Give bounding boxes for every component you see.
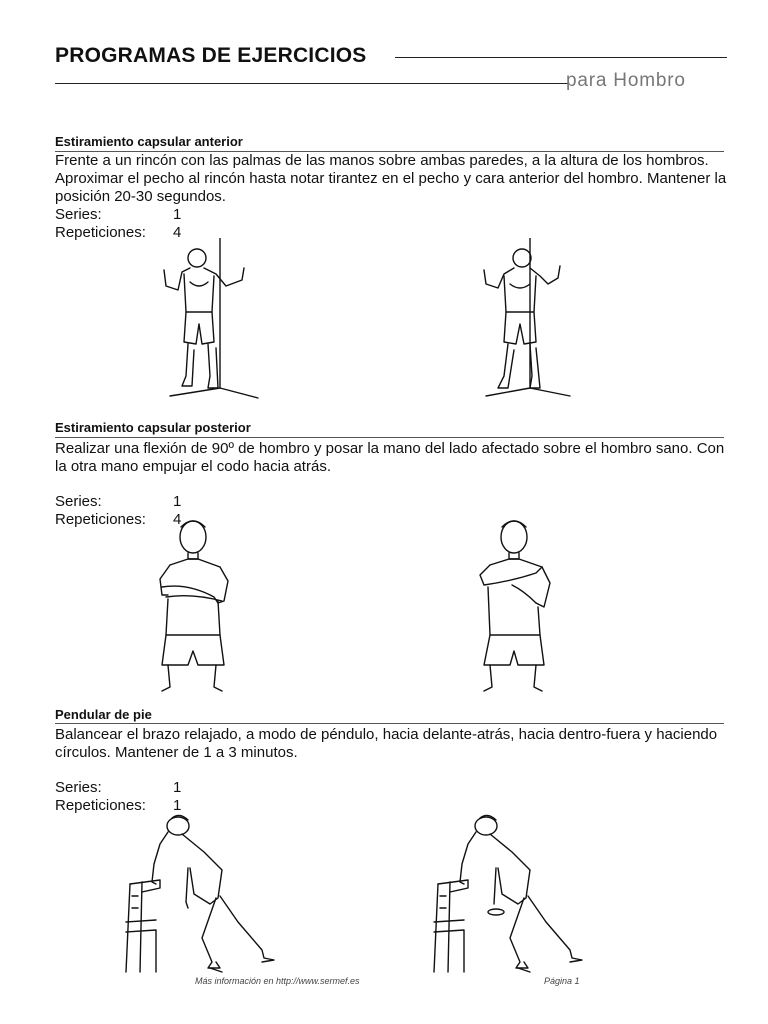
page-subtitle: para Hombro: [566, 70, 686, 91]
reps-value: 4: [173, 224, 182, 241]
series-label: Series:: [55, 493, 102, 510]
header-rule-top: [395, 57, 727, 58]
series-value: 1: [173, 493, 182, 510]
reps-value: 4: [173, 511, 182, 528]
reps-label: Repeticiones:: [55, 511, 146, 528]
illustration-pendulum-with-chair: [112, 812, 282, 977]
section-title-pendular: Pendular de pie: [55, 707, 152, 722]
series-row: [55, 493, 181, 511]
section-rule: [55, 723, 724, 724]
series-value: 1: [173, 779, 182, 796]
illustration-corner-stretch-lean: [478, 238, 578, 403]
section-rule: [55, 437, 724, 438]
illustration-cross-body-stretch-push: [472, 515, 562, 695]
series-value: 1: [173, 206, 182, 223]
series-row: [55, 779, 181, 797]
series-label: Series:: [55, 779, 102, 796]
reps-label: Repeticiones:: [55, 224, 146, 241]
section-description-pendular: Balancear el brazo relajado, a modo de péndulo, hacia delante-atrás, hacia dentro-fuera y haciendo círculos. Mantener de 1 a 3 minutos.: [55, 726, 718, 761]
section-description-anterior: Frente a un rincón con las palmas de las manos sobre ambas paredes, a la altura de los hombros. Aproximar el pecho al rincón hasta notar tirantez en el pecho y cara anterior del hombro. Mantener la posición 20-30 segundos.: [55, 152, 727, 205]
series-label: Series:: [55, 206, 102, 223]
page-number: Página 1: [544, 976, 580, 986]
illustration-pendulum-circles: [420, 812, 590, 977]
reps-value: 1: [173, 797, 182, 814]
footer-info: Más información en http://www.sermef.es: [195, 976, 360, 986]
page-title: PROGRAMAS DE EJERCICIOS: [55, 44, 367, 67]
header-rule-bottom: [55, 83, 568, 84]
section-description-posterior: Realizar una flexión de 90º de hombro y posar la mano del lado afectado sobre el hombro sano. Con la otra mano empujar el codo hacia atrás.: [55, 440, 725, 475]
illustration-cross-body-stretch-front: [148, 515, 238, 695]
section-title-anterior: Estiramiento capsular anterior: [55, 134, 243, 149]
illustration-corner-stretch-start: [160, 238, 260, 403]
series-row: [55, 206, 181, 224]
reps-label: Repeticiones:: [55, 797, 146, 814]
section-title-posterior: Estiramiento capsular posterior: [55, 420, 251, 435]
